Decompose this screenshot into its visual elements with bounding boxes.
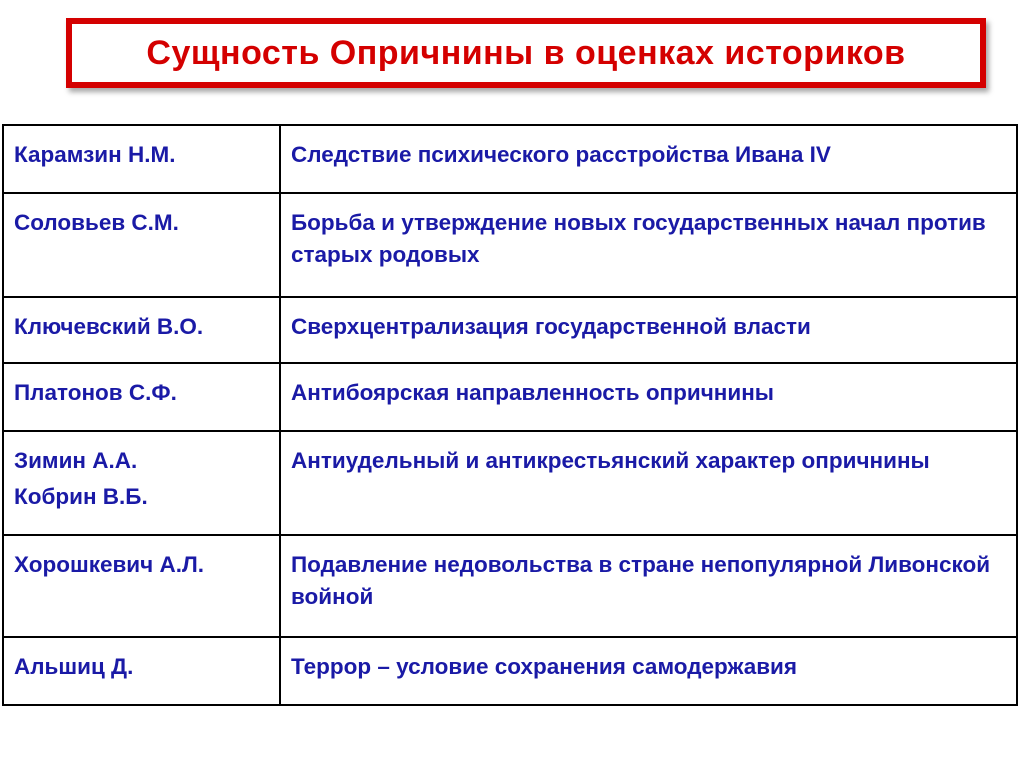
assessment-cell: Антиудельный и антикрестьянский характер опричнины xyxy=(280,431,1017,535)
assessment-cell: Сверхцентрализация государственной власти xyxy=(280,297,1017,363)
historian-cell xyxy=(3,193,280,297)
title-frame xyxy=(66,18,986,88)
assessment-cell: Следствие психического расстройства Ивана IV xyxy=(280,125,1017,193)
historian-cell xyxy=(3,431,280,535)
assessment-cell: Антибоярская направленность опричнины xyxy=(280,363,1017,431)
table-row xyxy=(3,297,1017,363)
historian-name: Хорошкевич А.Л. xyxy=(14,552,204,577)
historian-cell xyxy=(3,535,280,637)
historian-name: Карамзин Н.М. xyxy=(14,142,176,167)
slide-title: Сущность Опричнины в оценках историков xyxy=(146,33,906,72)
historian-name: Ключевский В.О. xyxy=(14,314,204,339)
historian-name: Альшиц Д. xyxy=(14,654,134,679)
assessment-cell: Подавление недовольства в стране непопулярной Ливонской войной xyxy=(280,535,1017,637)
historian-cell xyxy=(3,297,280,363)
table-row xyxy=(3,363,1017,431)
historians-table xyxy=(2,124,1018,706)
historian-cell xyxy=(3,363,280,431)
table-row xyxy=(3,431,1017,535)
table-row xyxy=(3,125,1017,193)
historian-name: Кобрин В.Б. xyxy=(14,484,148,509)
historian-name: Платонов С.Ф. xyxy=(14,380,177,405)
table-row xyxy=(3,193,1017,297)
historian-name: Соловьев С.М. xyxy=(14,210,179,235)
table-row xyxy=(3,637,1017,705)
historian-name: Зимин А.А. xyxy=(14,448,138,473)
historian-cell xyxy=(3,637,280,705)
assessment-cell: Террор – условие сохранения самодержавия xyxy=(280,637,1017,705)
historian-cell xyxy=(3,125,280,193)
table-row xyxy=(3,535,1017,637)
assessment-cell: Борьба и утверждение новых государственных начал против старых родовых xyxy=(280,193,1017,297)
